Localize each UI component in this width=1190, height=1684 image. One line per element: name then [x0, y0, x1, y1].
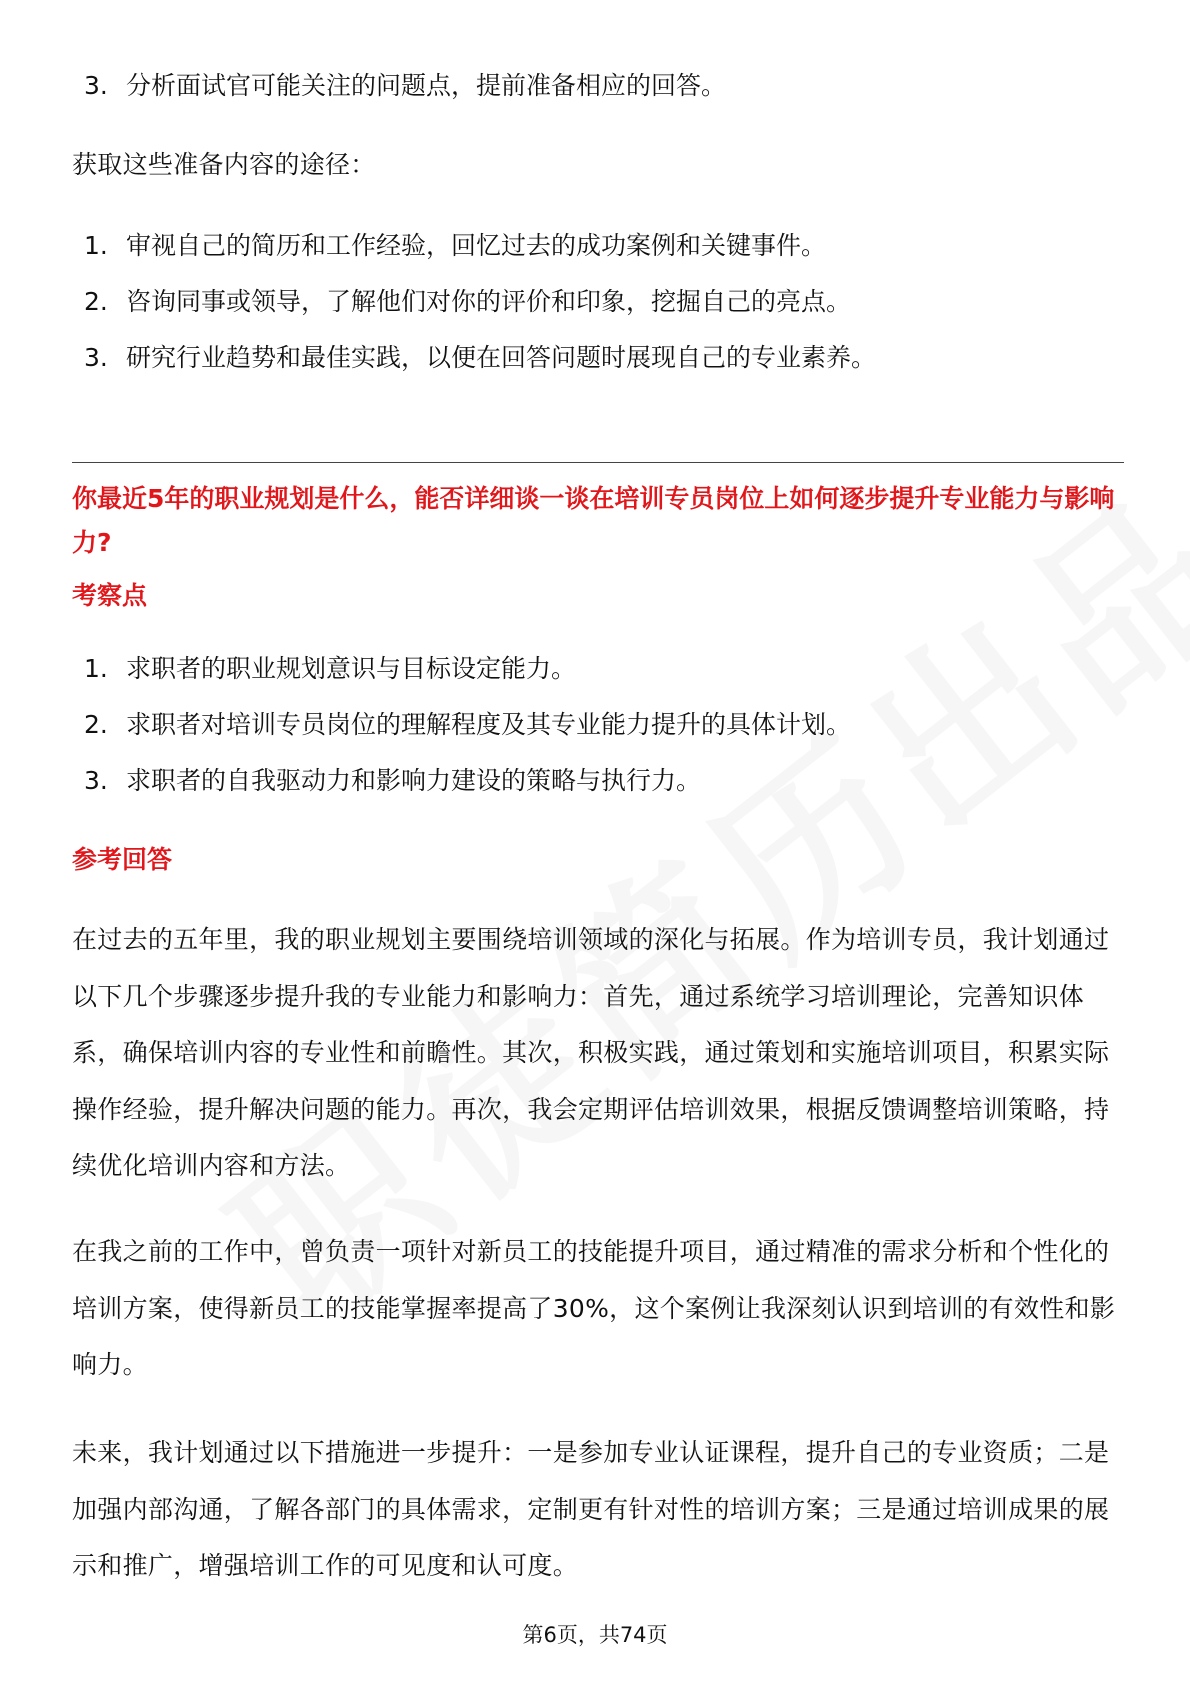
- list-item-text: 求职者的自我驱动力和影响力建设的策略与执行力。: [126, 766, 702, 795]
- page-number-footer: 第6页，共74页: [522, 1623, 668, 1647]
- list-item-number: 3.: [84, 343, 108, 372]
- list-item: [84, 753, 851, 809]
- list-item-number: 3.: [84, 71, 108, 100]
- list-item: [84, 697, 851, 753]
- section-divider: [72, 462, 1124, 463]
- list-item-text: 审视自己的简历和工作经验，回忆过去的成功案例和关键事件。: [126, 231, 827, 260]
- answer-paragraph: 在过去的五年里，我的职业规划主要围绕培训领域的深化与拓展。作为培训专员，我计划通过以下几个步骤逐步提升我的专业能力和影响力：首先，通过系统学习培训理论，完善知识体系，确保培训内容的专业性和前瞻性。其次，积极实践，通过策划和实施培训项目，积累实际操作经验，提升解决问题的能力。再次，我会定期评估培训效果，根据反馈调整培训策略，持续优化培训内容和方法。: [72, 925, 1110, 1180]
- answer-paragraph: 未来，我计划通过以下措施进一步提升：一是参加专业认证课程，提升自己的专业资质；二是加强内部沟通，了解各部门的具体需求，定制更有针对性的培训方案；三是通过培训成果的展示和推广，增强培训工作的可见度和认可度。: [72, 1438, 1110, 1580]
- interview-question: 你最近5年的职业规划是什么，能否详细谈一谈在培训专员岗位上如何逐步提升专业能力与影响力?: [72, 484, 1115, 557]
- answer-heading: 参考回答: [72, 845, 173, 874]
- focus-list: [84, 641, 851, 809]
- list-item-number: 2.: [84, 710, 108, 739]
- list-item: [84, 218, 876, 274]
- list-item-text: 咨询同事或领导，了解他们对你的评价和印象，挖掘自己的亮点。: [126, 287, 852, 316]
- list-item-text: 研究行业趋势和最佳实践，以便在回答问题时展现自己的专业素养。: [126, 343, 877, 372]
- list-item: [84, 274, 876, 330]
- list-item: [84, 58, 726, 114]
- list-item-number: 2.: [84, 287, 108, 316]
- list-item-number: 1.: [84, 231, 108, 260]
- prep-list: [84, 58, 726, 114]
- list-item: [84, 641, 851, 697]
- sources-list: [84, 218, 876, 386]
- focus-heading: 考察点: [72, 581, 148, 610]
- list-item-text: 求职者的职业规划意识与目标设定能力。: [126, 654, 577, 683]
- list-item-number: 1.: [84, 654, 108, 683]
- list-item: [84, 330, 876, 386]
- list-item-text: 分析面试官可能关注的问题点，提前准备相应的回答。: [126, 71, 727, 100]
- list-item-number: 3.: [84, 766, 108, 795]
- list-item-text: 求职者对培训专员岗位的理解程度及其专业能力提升的具体计划。: [126, 710, 852, 739]
- sources-intro: 获取这些准备内容的途径：: [72, 150, 376, 179]
- answer-paragraph: 在我之前的工作中，曾负责一项针对新员工的技能提升项目，通过精准的需求分析和个性化的培训方案，使得新员工的技能掌握率提高了30%，这个案例让我深刻认识到培训的有效性和影响力。: [72, 1237, 1116, 1379]
